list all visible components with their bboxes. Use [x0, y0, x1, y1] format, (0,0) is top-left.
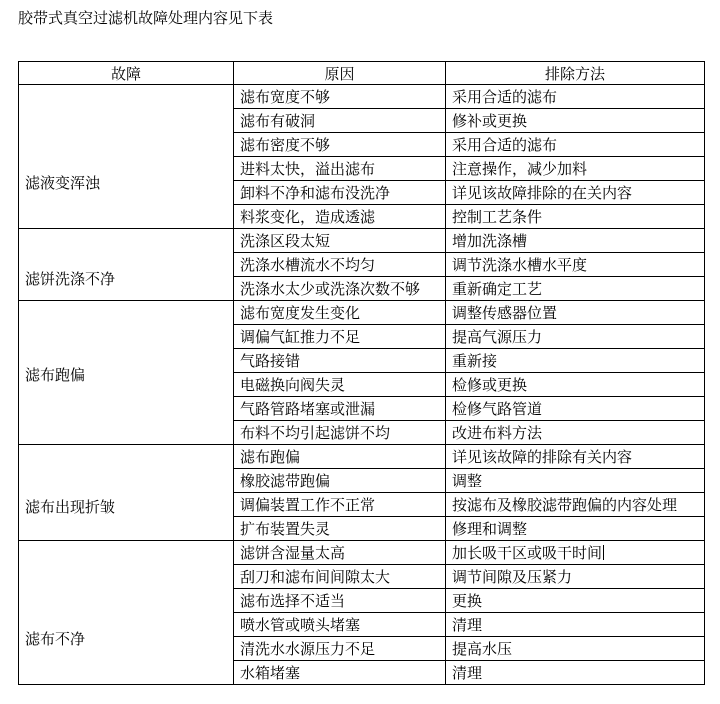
- cause-cell[interactable]: 电磁换向阀失灵: [234, 373, 446, 397]
- solution-cell[interactable]: 详见该故障的排除有关内容: [446, 445, 705, 469]
- fault-cell[interactable]: 滤布跑偏: [19, 301, 234, 445]
- cause-cell[interactable]: 调偏装置工作不正常: [234, 493, 446, 517]
- solution-cell[interactable]: 重新接: [446, 349, 705, 373]
- solution-cell[interactable]: 修理和调整: [446, 517, 705, 541]
- table-row: [19, 541, 705, 565]
- cause-cell[interactable]: 洗涤水槽流水不均匀: [234, 253, 446, 277]
- cause-cell[interactable]: 滤布密度不够: [234, 133, 446, 157]
- cause-cell[interactable]: 滤布跑偏: [234, 445, 446, 469]
- solution-cell[interactable]: 注意操作，减少加料: [446, 157, 705, 181]
- solution-cell[interactable]: 重新确定工艺: [446, 277, 705, 301]
- cause-cell[interactable]: 气路接错: [234, 349, 446, 373]
- solution-cell[interactable]: 调节间隙及压紧力: [446, 565, 705, 589]
- fault-cell[interactable]: 滤液变浑浊: [19, 85, 234, 229]
- cause-cell[interactable]: 进料太快，溢出滤布: [234, 157, 446, 181]
- solution-cell[interactable]: 采用合适的滤布: [446, 85, 705, 109]
- solution-cell[interactable]: 详见该故障排除的在关内容: [446, 181, 705, 205]
- text-cursor: [603, 545, 604, 560]
- cause-cell[interactable]: 扩布装置失灵: [234, 517, 446, 541]
- solution-cell[interactable]: 控制工艺条件: [446, 205, 705, 229]
- solution-cell[interactable]: 检修或更换: [446, 373, 705, 397]
- fault-cell[interactable]: 滤布出现折皱: [19, 445, 234, 541]
- cause-cell[interactable]: 刮刀和滤布间间隙太大: [234, 565, 446, 589]
- fault-cell[interactable]: 滤布不净: [19, 541, 234, 685]
- table-row: [19, 229, 705, 253]
- solution-cell[interactable]: 清理: [446, 661, 705, 685]
- cause-cell[interactable]: 滤饼含湿量太高: [234, 541, 446, 565]
- solution-cell[interactable]: 提高水压: [446, 637, 705, 661]
- fault-cell[interactable]: 滤饼洗涤不净: [19, 229, 234, 301]
- solution-cell[interactable]: 修补或更换: [446, 109, 705, 133]
- table-row: [19, 85, 705, 109]
- header-fault[interactable]: 故障: [19, 62, 234, 85]
- solution-cell[interactable]: 调节洗涤水槽水平度: [446, 253, 705, 277]
- cause-cell[interactable]: 气路管路堵塞或泄漏: [234, 397, 446, 421]
- cause-cell[interactable]: 喷水管或喷头堵塞: [234, 613, 446, 637]
- cause-cell[interactable]: 滤布选择不适当: [234, 589, 446, 613]
- cause-cell[interactable]: 清洗水水源压力不足: [234, 637, 446, 661]
- cause-cell[interactable]: 调偏气缸推力不足: [234, 325, 446, 349]
- solution-cell[interactable]: 增加洗涤槽: [446, 229, 705, 253]
- cause-cell[interactable]: 卸料不净和滤布没洗净: [234, 181, 446, 205]
- cause-cell[interactable]: 洗涤区段太短: [234, 229, 446, 253]
- solution-cell[interactable]: 调整: [446, 469, 705, 493]
- header-cause[interactable]: 原因: [234, 62, 446, 85]
- cause-cell[interactable]: 滤布宽度发生变化: [234, 301, 446, 325]
- table-body: [19, 85, 705, 685]
- solution-cell[interactable]: 加长吸干区或吸干时间: [446, 541, 705, 565]
- table-row: [19, 445, 705, 469]
- cause-cell[interactable]: 滤布宽度不够: [234, 85, 446, 109]
- solution-cell[interactable]: 检修气路管道: [446, 397, 705, 421]
- document-title[interactable]: 胶带式真空过滤机故障处理内容见下表: [18, 10, 274, 27]
- solution-cell[interactable]: 更换: [446, 589, 705, 613]
- cause-cell[interactable]: 橡胶滤带跑偏: [234, 469, 446, 493]
- solution-cell[interactable]: 调整传感器位置: [446, 301, 705, 325]
- cause-cell[interactable]: 料浆变化，造成透滤: [234, 205, 446, 229]
- fault-table: [18, 61, 705, 685]
- table-row: [19, 301, 705, 325]
- cause-cell[interactable]: 滤布有破洞: [234, 109, 446, 133]
- table-header-row: [19, 62, 705, 85]
- solution-cell[interactable]: 改进布料方法: [446, 421, 705, 445]
- solution-cell[interactable]: 按滤布及橡胶滤带跑偏的内容处理: [446, 493, 705, 517]
- solution-cell[interactable]: 提高气源压力: [446, 325, 705, 349]
- solution-cell[interactable]: 采用合适的滤布: [446, 133, 705, 157]
- solution-cell[interactable]: 清理: [446, 613, 705, 637]
- cause-cell[interactable]: 布料不均引起滤饼不均: [234, 421, 446, 445]
- cause-cell[interactable]: 洗涤水太少或洗涤次数不够: [234, 277, 446, 301]
- header-solution[interactable]: 排除方法: [446, 62, 705, 85]
- cause-cell[interactable]: 水箱堵塞: [234, 661, 446, 685]
